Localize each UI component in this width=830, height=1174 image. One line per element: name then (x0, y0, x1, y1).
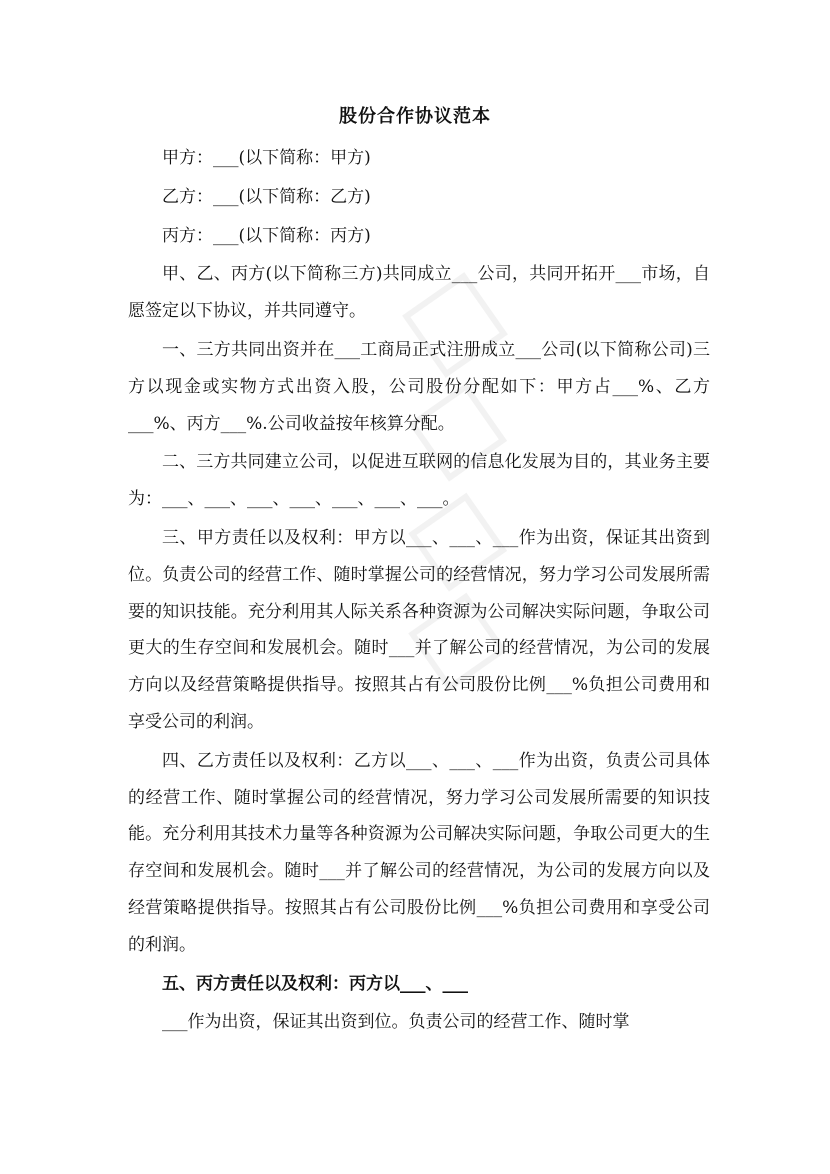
clause-four-paragraph: 四、乙方责任以及权利：乙方以___、___、___作为出资，负责公司具体的经营工作、随时掌握公司的经营情况，努力学习公司发展所需要的知识技能。充分利用其技术力量等各种资源为公司解决实际问题，争取公司更大的生存空间和发展机会。随时___并了解公司的经营情况，为公司的发展方向以及经营策略提供指导。按照其占有公司股份比例___%负担公司费用和享受公司的利润。 (128, 750, 710, 955)
document-title: 股份合作协议范本 (339, 106, 491, 127)
clause-five-heading: 五、丙方责任以及权利：丙方以___、___ (162, 973, 468, 994)
clause-three-paragraph: 三、甲方责任以及权利：甲方以___、___、___作为出资，保证其出资到位。负责公司的经营工作、随时掌握公司的经营情况，努力学习公司发展所需要的知识技能。充分利用其人际关系各种资源为公司解决实际问题，争取公司更大的生存空间和发展机会。随时___并了解公司的经营情况，为公司的发展方向以及经营策略提供指导。按照其占有公司股份比例___%负担公司费用和享受公司的利润。 (128, 527, 710, 732)
preamble-paragraph: 甲、乙、丙方(以下简称三方)共同成立___公司，共同开拓开___市场，自愿签定以下协议，并共同遵守。 (128, 264, 710, 322)
document-body (128, 140, 710, 1043)
clause-five-paragraph: ___作为出资，保证其出资到位。负责公司的经营工作、随时掌 (162, 1012, 630, 1033)
clause-one-paragraph: 一、三方共同出资并在___工商局正式注册成立___公司(以下简称公司)三方以现金或实物方式出资入股，公司股份分配如下：甲方占___%、乙方___%、丙方___%.公司收益按年核算分配。 (128, 339, 710, 434)
party-b-line: 乙方：___(以下简称：乙方) (162, 186, 371, 207)
clause-two-paragraph: 二、三方共同建立公司，以促进互联网的信息化发展为目的，其业务主要为：___、___、___、___、___、___、___。 (128, 452, 710, 510)
party-a-line: 甲方：___(以下简称：甲方) (162, 148, 371, 168)
party-c-line: 丙方：___(以下简称：丙方) (162, 225, 371, 246)
